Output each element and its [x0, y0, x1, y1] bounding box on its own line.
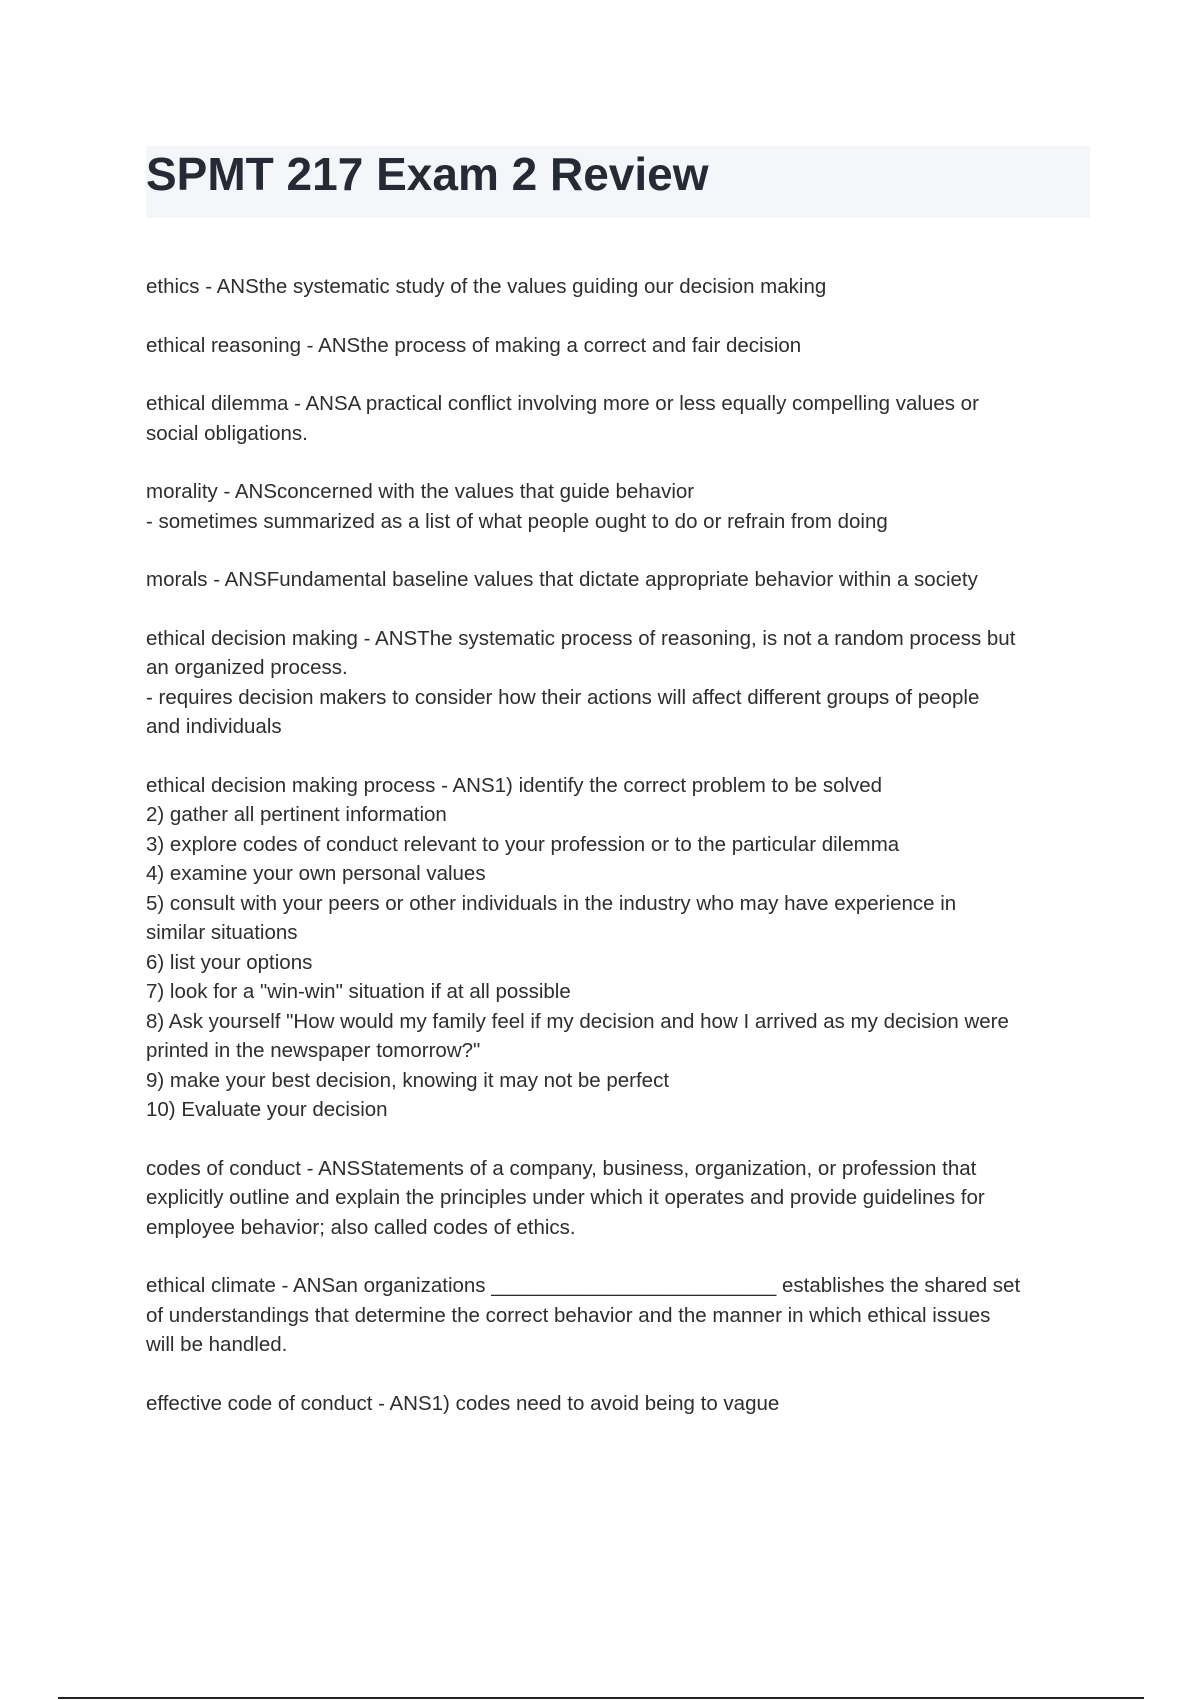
entry-line: 10) Evaluate your decision — [146, 1098, 388, 1121]
entry-line: 2) gather all pertinent information — [146, 803, 447, 826]
review-entries — [146, 272, 1096, 1447]
entry-ethical-decision-making — [146, 624, 1096, 742]
entry-line: - sometimes summarized as a list of what people ought to do or refrain from doing — [146, 509, 888, 533]
entry-line: 3) explore codes of conduct relevant to your profession or to the particular dilemma — [146, 832, 900, 856]
entry-line: - requires decision makers to consider how their actions will affect different groups of people — [146, 685, 980, 709]
entry-line: ethical decision making process - ANS1) identify the correct problem to be solved — [146, 773, 883, 797]
entry-codes-of-conduct — [146, 1154, 1096, 1243]
entry-line: employee behavior; also called codes of ethics. — [146, 1215, 576, 1239]
entry-line: morality - ANSconcerned with the values that guide behavior — [146, 480, 695, 503]
entry-ethical-dilemma — [146, 389, 1096, 448]
entry-line: ethical dilemma - ANSA practical conflict involving more or less equally compelling values or — [146, 392, 979, 415]
entry-line: 5) consult with your peers or other individuals in the industry who may have experience in — [146, 891, 957, 915]
entry-line: 6) list your options — [146, 950, 313, 974]
entry-line: ethical climate - ANSan organizations _________________________ establishes the shared set — [146, 1274, 1021, 1297]
entry-line: will be handled. — [146, 1333, 288, 1356]
entry-effective-code-of-conduct — [146, 1389, 1096, 1419]
entry-morals — [146, 565, 1096, 595]
entry-line: 4) examine your own personal values — [146, 862, 486, 885]
page-title: SPMT 217 Exam 2 Review — [146, 148, 709, 200]
entry-line: 9) make your best decision, knowing it may not be perfect — [146, 1068, 670, 1092]
entry-ethics — [146, 272, 1096, 302]
entry-line: ethical decision making - ANSThe systematic process of reasoning, is not a random process but — [146, 626, 1016, 650]
title-banner — [146, 146, 1090, 218]
entry-ethical-reasoning — [146, 331, 1096, 361]
entry-line: 8) Ask yourself "How would my family feel if my decision and how I arrived as my decision were — [146, 1009, 1009, 1033]
entry-line: morals - ANSFundamental baseline values that dictate appropriate behavior within a society — [146, 568, 978, 591]
entry-line: ethics - ANSthe systematic study of the values guiding our decision making — [146, 275, 827, 298]
entry-morality — [146, 477, 1096, 536]
entry-line: social obligations. — [146, 421, 308, 445]
entry-line: similar situations — [146, 921, 298, 944]
entry-line: ethical reasoning - ANSthe process of making a correct and fair decision — [146, 333, 802, 357]
entry-line: explicitly outline and explain the principles under which it operates and provide guidelines for — [146, 1186, 985, 1209]
entry-line: codes of conduct - ANSStatements of a company, business, organization, or profession that — [146, 1156, 977, 1180]
entry-ethical-climate — [146, 1271, 1096, 1360]
entry-ethical-decision-making-process — [146, 771, 1096, 1125]
entry-line: and individuals — [146, 715, 282, 738]
entry-line: an organized process. — [146, 656, 348, 679]
entry-line: of understandings that determine the correct behavior and the manner in which ethical issues — [146, 1303, 991, 1327]
entry-line: 7) look for a "win-win" situation if at all possible — [146, 980, 571, 1003]
page-bottom-rule — [58, 1697, 1144, 1699]
entry-line: effective code of conduct - ANS1) codes need to avoid being to vague — [146, 1391, 780, 1415]
entry-line: printed in the newspaper tomorrow?" — [146, 1039, 481, 1062]
